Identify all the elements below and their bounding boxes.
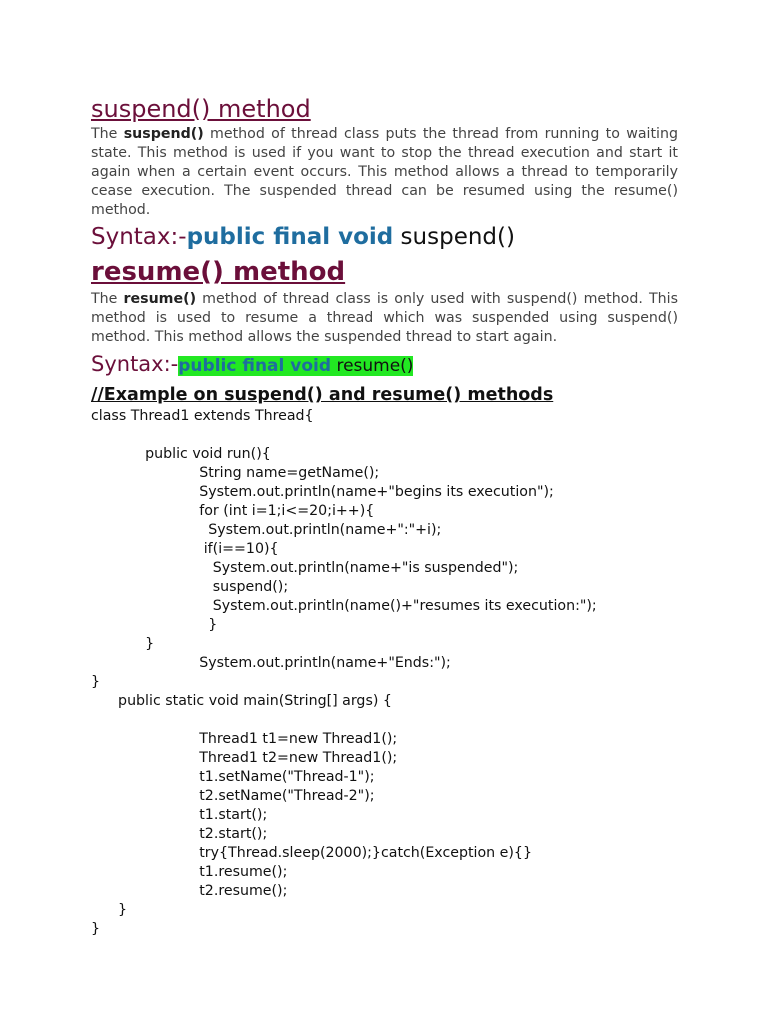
code-line: Thread1 t1=new Thread1(); xyxy=(91,731,398,747)
resume-desc-rest: method of thread class is only used with suspend() method. This method is used to resume a thread which was suspended using suspend() method. This method allows the suspended thread to start again. xyxy=(91,291,678,345)
suspend-desc-prefix: The xyxy=(91,126,124,142)
resume-syntax-highlight xyxy=(178,356,413,376)
suspend-syntax-label: Syntax:- xyxy=(91,224,187,250)
suspend-desc-rest: method of thread class puts the thread from running to waiting state. This method is used if you want to stop the thread execution and start it again when a certain event occurs. This method allows a thread to temporarily cease execution. The suspended thread can be resumed using the resume() method. xyxy=(91,126,678,218)
code-block xyxy=(91,407,678,939)
code-line: } xyxy=(91,617,218,633)
resume-heading: resume() method xyxy=(91,257,346,287)
resume-desc-bold: resume() xyxy=(123,291,197,307)
code-line: t1.start(); xyxy=(91,807,268,823)
code-line: class Thread1 extends Thread{ xyxy=(91,408,314,424)
code-line: } xyxy=(91,674,101,690)
suspend-syntax xyxy=(91,220,678,254)
resume-syntax-keywords: public final void xyxy=(178,356,332,376)
code-line: t2.resume(); xyxy=(91,883,288,899)
code-line: System.out.println(name()+"resumes its execution:"); xyxy=(91,598,597,614)
resume-syntax xyxy=(91,349,678,381)
code-line: System.out.println(name+"Ends:"); xyxy=(91,655,451,671)
resume-desc-prefix: The xyxy=(91,291,124,307)
suspend-description xyxy=(91,125,678,220)
code-line: } xyxy=(91,902,128,918)
document-page xyxy=(91,93,678,939)
code-line: t2.setName("Thread-2"); xyxy=(91,788,375,804)
code-line: if(i==10){ xyxy=(91,541,279,557)
suspend-heading: suspend() method xyxy=(91,95,311,123)
code-line: t2.start(); xyxy=(91,826,268,842)
code-line xyxy=(91,426,678,445)
resume-syntax-label: Syntax:- xyxy=(91,352,179,376)
code-line: String name=getName(); xyxy=(91,465,380,481)
code-line: System.out.println(name+":"+i); xyxy=(91,522,442,538)
suspend-syntax-signature: suspend() xyxy=(393,224,515,250)
code-line: for (int i=1;i<=20;i++){ xyxy=(91,503,375,519)
suspend-desc-bold: suspend() xyxy=(123,126,204,142)
example-title: //Example on suspend() and resume() methods xyxy=(91,385,554,405)
resume-syntax-signature: resume() xyxy=(331,356,414,376)
code-line xyxy=(91,711,678,730)
code-line: public static void main(String[] args) { xyxy=(91,693,392,709)
code-line: suspend(); xyxy=(91,579,289,595)
code-line: } xyxy=(91,921,101,937)
code-line: t1.resume(); xyxy=(91,864,288,880)
code-line: public void run(){ xyxy=(91,446,271,462)
suspend-syntax-keywords: public final void xyxy=(186,224,394,250)
code-line: System.out.println(name+"begins its execution"); xyxy=(91,484,554,500)
code-line: } xyxy=(91,636,155,652)
code-line: System.out.println(name+"is suspended"); xyxy=(91,560,519,576)
resume-description xyxy=(91,290,678,347)
code-line: try{Thread.sleep(2000);}catch(Exception e){} xyxy=(91,845,532,861)
code-line: Thread1 t2=new Thread1(); xyxy=(91,750,398,766)
code-line: t1.setName("Thread-1"); xyxy=(91,769,375,785)
